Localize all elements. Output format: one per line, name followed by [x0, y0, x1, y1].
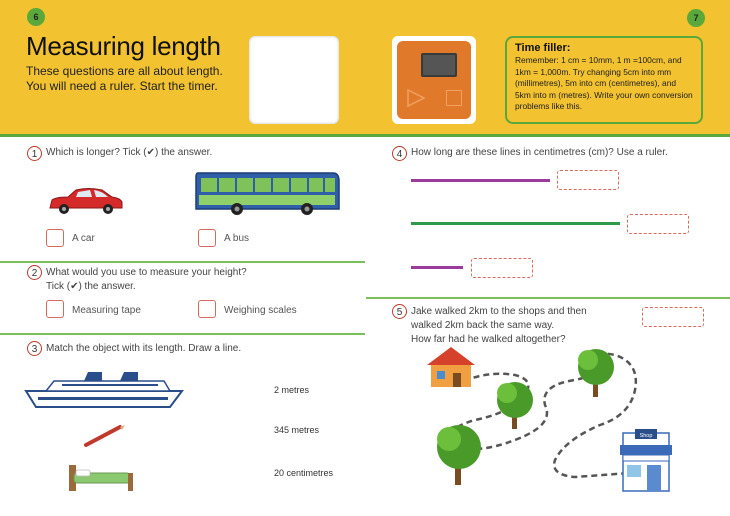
car-image: [46, 186, 126, 218]
tick-box-car[interactable]: [46, 229, 64, 247]
time-filler-title: Time filler:: [515, 42, 571, 54]
tree-icon-2: [578, 349, 614, 397]
ship-image: [24, 369, 184, 409]
pencil-image: [82, 423, 126, 449]
tick-box-weighing-scales[interactable]: [198, 300, 216, 318]
option-bus-label: A bus: [224, 233, 250, 244]
length-option-3: 20 centimetres: [274, 468, 334, 478]
answer-box-line-3[interactable]: [471, 258, 533, 278]
divider-q4-q5: [366, 297, 730, 299]
time-filler-text: Remember: 1 cm = 10mm, 1 m =100cm, and 1km = 1,000m. Try changing 5cm into mm (millimetres), 5m into cm (centimetres), and 5km into m (metres). Write your own conversion problems like this.: [515, 55, 693, 111]
header-divider: [0, 134, 730, 137]
timer-screen: [421, 53, 457, 77]
option-car-label: A car: [72, 233, 95, 244]
option-measuring-tape-label: Measuring tape: [72, 305, 141, 316]
intro-line-2: You will need a ruler. Start the timer.: [26, 79, 218, 93]
question-5-text-line-3: How far had he walked altogether?: [411, 334, 566, 345]
answer-box-line-2[interactable]: [627, 214, 689, 234]
page-number-right: 7: [687, 9, 705, 27]
question-3-text: Match the object with its length. Draw a line.: [46, 343, 242, 354]
tree-icon-3: [437, 425, 481, 485]
question-5-text-line-1: Jake walked 2km to the shops and then: [411, 306, 587, 317]
length-option-1: 2 metres: [274, 385, 310, 395]
shop-sign-label: Shop: [639, 433, 653, 439]
stop-icon[interactable]: [446, 90, 462, 106]
tree-icon-1: [497, 382, 533, 429]
tick-box-bus[interactable]: [198, 229, 216, 247]
question-4-text: How long are these lines in centimetres (cm)? Use a ruler.: [411, 147, 668, 158]
answer-box-line-1[interactable]: [557, 170, 619, 190]
question-1-text: Which is longer? Tick (✔) the answer.: [46, 147, 213, 158]
length-option-2: 345 metres: [274, 425, 320, 435]
answer-box-q5[interactable]: [642, 307, 704, 327]
question-4-number: 4: [392, 146, 407, 161]
house-icon: [427, 347, 475, 387]
tick-box-measuring-tape[interactable]: [46, 300, 64, 318]
bus-image: [193, 169, 341, 217]
divider-q2-q3: [0, 333, 365, 335]
measure-line-3: [411, 266, 463, 269]
page-title: Measuring length: [26, 31, 221, 61]
divider-q1-q2: [0, 261, 365, 263]
time-filler-panel: [505, 36, 703, 124]
bed-image: [66, 461, 136, 493]
walking-path-map: [415, 345, 715, 500]
question-2-text-line-2: Tick (✔) the answer.: [46, 281, 136, 292]
question-1-number: 1: [27, 146, 42, 161]
sticker-box: [249, 36, 339, 124]
intro-line-1: These questions are all about length.: [26, 64, 223, 78]
play-icon[interactable]: [405, 88, 427, 108]
question-5-text-line-2: walked 2km back the same way.: [411, 320, 555, 331]
question-2-text-line-1: What would you use to measure your height?: [46, 267, 247, 278]
measure-line-1: [411, 179, 550, 182]
question-3-number: 3: [27, 341, 42, 356]
measure-line-2: [411, 222, 620, 225]
question-5-number: 5: [392, 304, 407, 319]
page-number-left: 6: [27, 8, 45, 26]
question-2-number: 2: [27, 265, 42, 280]
option-weighing-scales-label: Weighing scales: [224, 305, 297, 316]
